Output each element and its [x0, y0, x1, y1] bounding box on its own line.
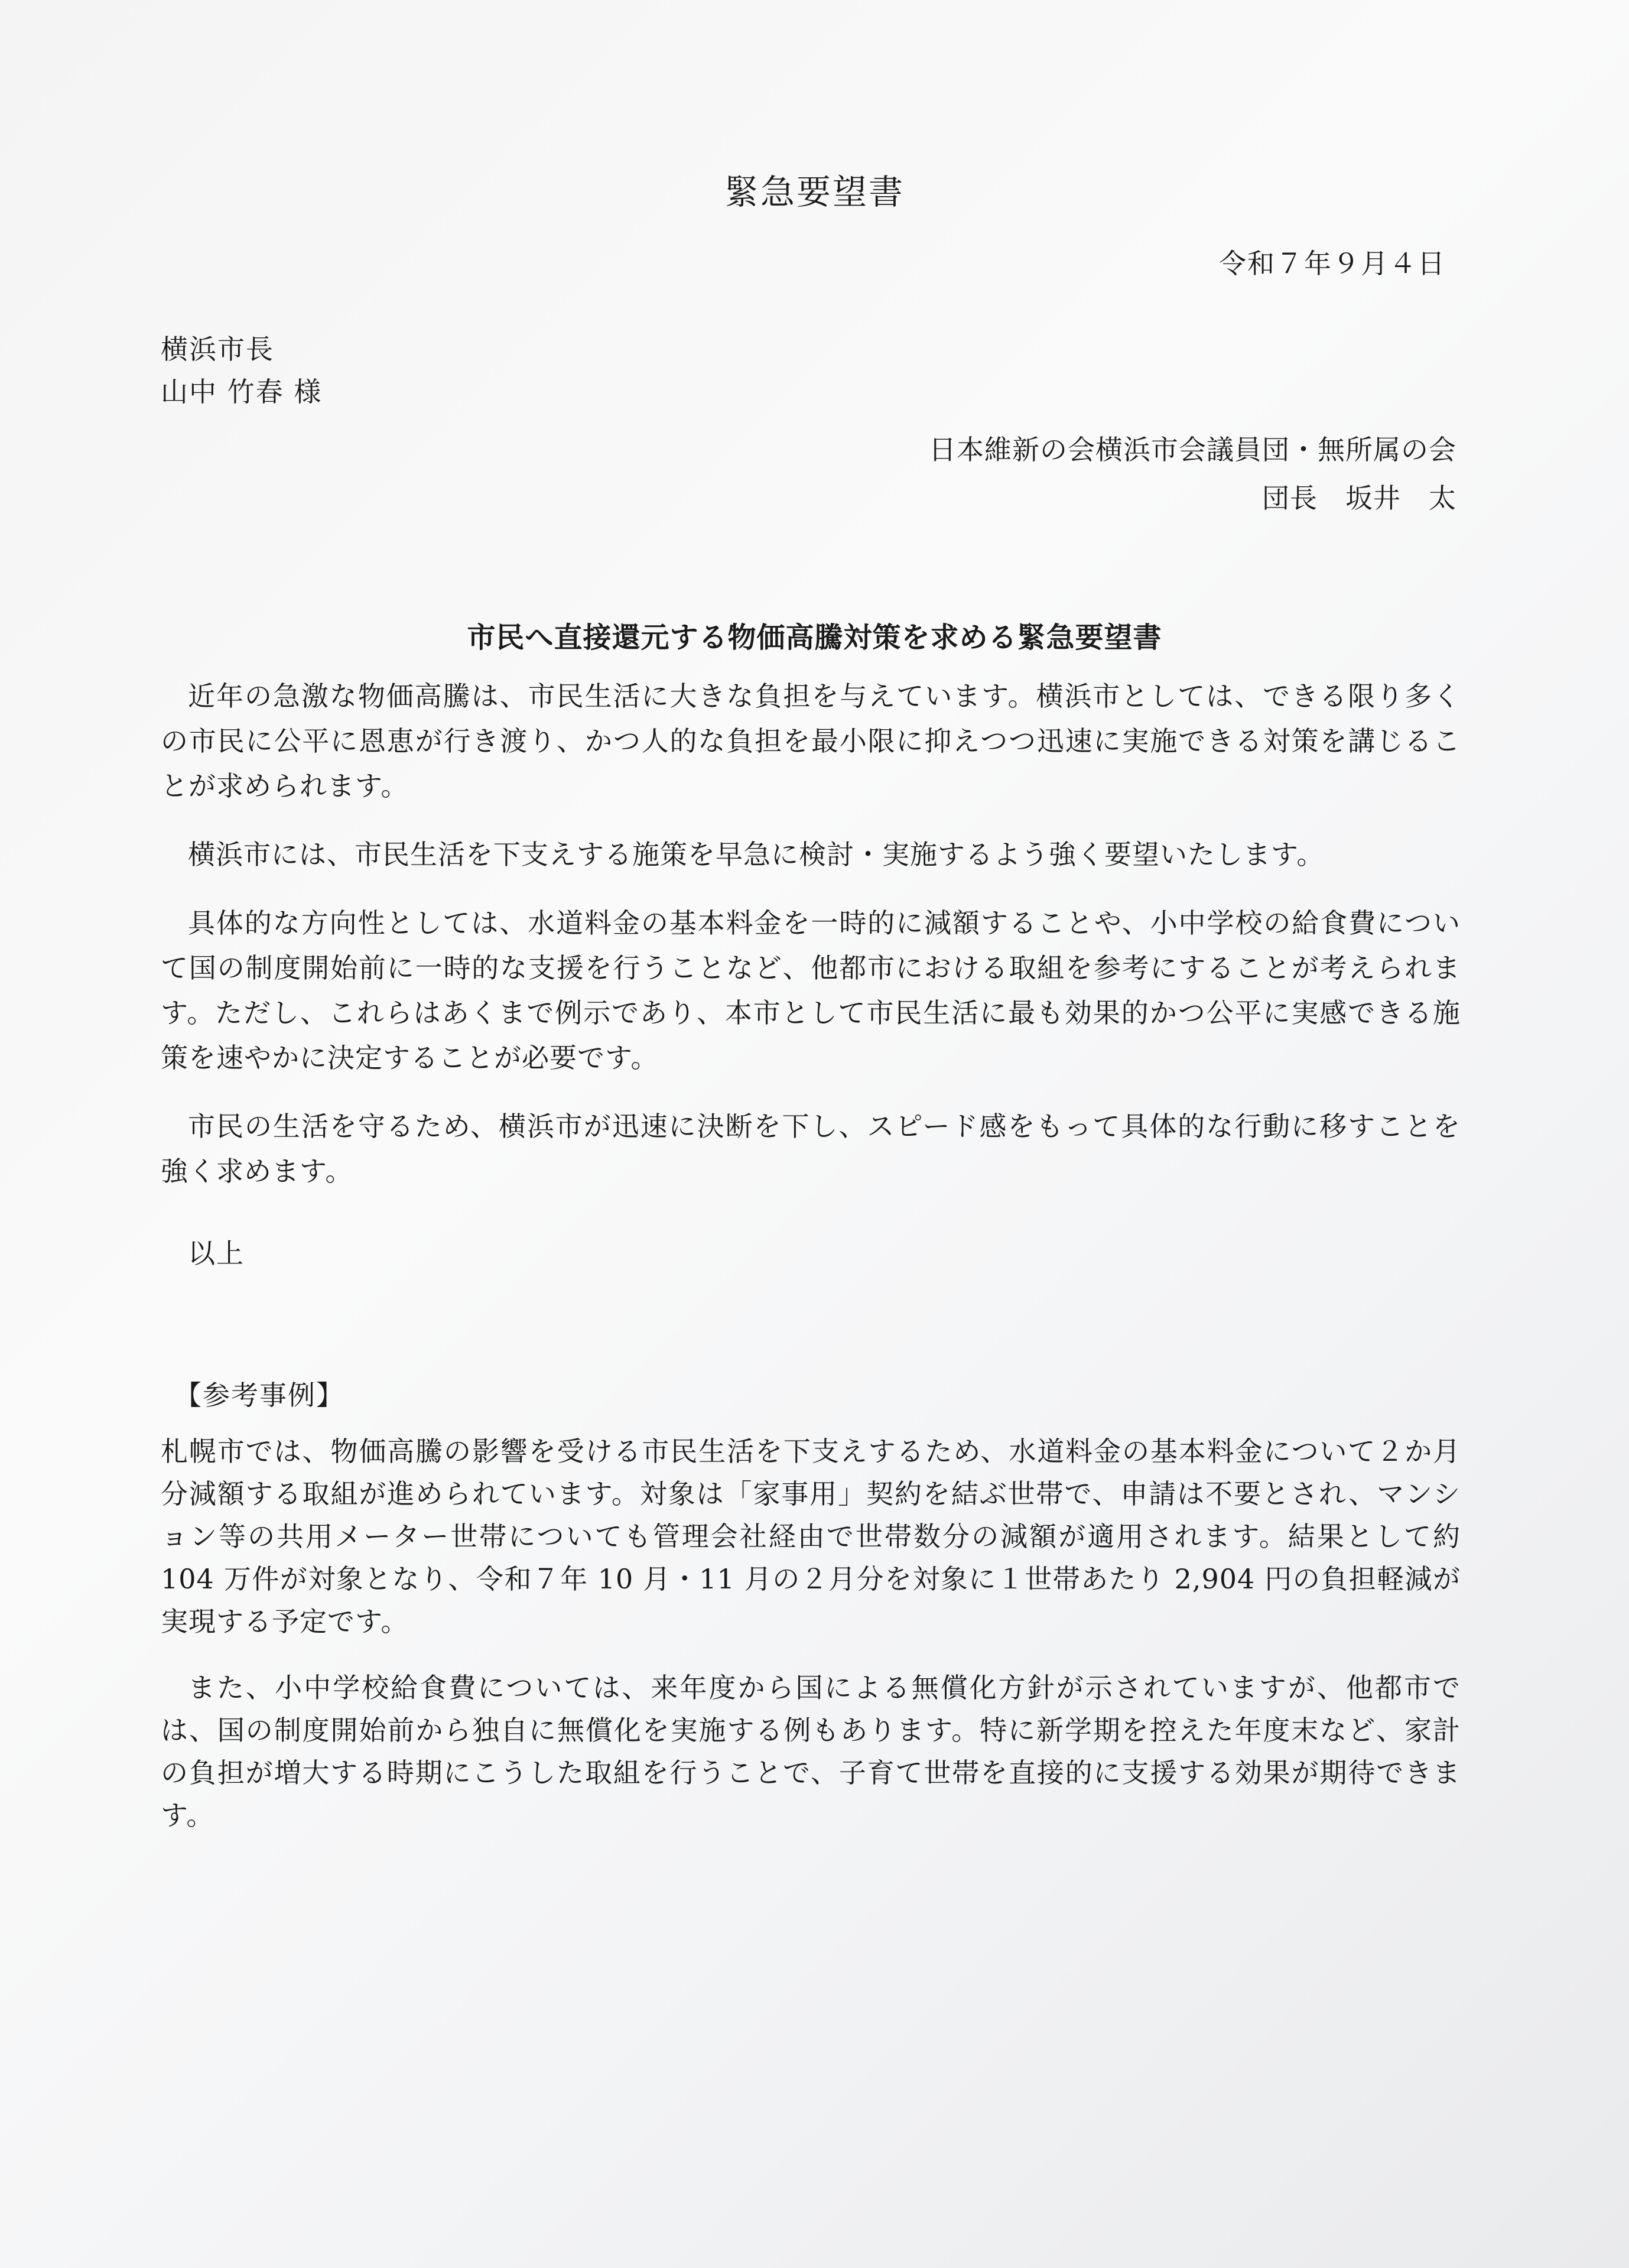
reference-heading: 【参考事例】	[174, 1379, 344, 1411]
reference-paragraph: 札幌市では、物価高騰の影響を受ける市民生活を下支えするため、水道料金の基本料金について２か月分減額する取組が進められています。対象は「家事用」契約を結ぶ世帯で、申請は不要とされ、マンション等の共用メーター世帯についても管理会社経由で世帯数分の減額が適用されます。結果として約 104 万件が対象となり、令和７年 10 月・11 月の２月分を対象に１世帯あたり 2,904 円の負担軽減が実現する予定です。	[161, 1435, 1461, 1637]
addressee-name: 山中 竹春 様	[161, 376, 323, 408]
reference-text	[161, 1430, 1461, 1860]
addressee-org: 横浜市長	[161, 333, 274, 365]
body-paragraph: 具体的な方向性としては、水道料金の基本料金を一時的に減額することや、小中学校の給食費について国の制度開始前に一時的な支援を行うことなど、他都市における取組を参考にすることが考えられます。ただし、これらはあくまで例示であり、本市として市民生活に最も効果的かつ公平に実感できる施策を速やかに決定することが必要です。	[161, 907, 1461, 1074]
sender-leader: 団長 坂井 太	[1262, 482, 1456, 514]
document-subject: 市民へ直接還元する物価高騰対策を求める緊急要望書	[467, 621, 1162, 654]
sender-block	[929, 425, 1456, 522]
body-paragraph: 市民の生活を守るため、横浜市が迅速に決断を下し、スピード感をもって具体的な行動に移すことを強く求めます。	[161, 1110, 1461, 1187]
document-title: 緊急要望書	[724, 172, 905, 212]
body-paragraph: 横浜市には、市民生活を下支えする施策を早急に検討・実施するよう強く要望いたします。	[188, 839, 1325, 870]
document-date: 令和７年９月４日	[1219, 248, 1446, 280]
addressee-block	[161, 328, 322, 413]
body-text	[161, 674, 1461, 1217]
reference-paragraph: また、小中学校給食費については、来年度から国による無償化方針が示されていますが、他都市では、国の制度開始前から独自に無償化を実施する例もあります。特に新学期を控えた年度末など、家計の負担が増大する時期にこうした取組を行うことで、子育て世帯を直接的に支援する効果が期待できます。	[161, 1672, 1461, 1831]
body-paragraph: 近年の急激な物価高騰は、市民生活に大きな負担を与えています。横浜市としては、できる限り多くの市民に公平に恩恵が行き渡り、かつ人的な負担を最小限に抑えつつ迅速に実施できる対策を講じることが求められます。	[161, 680, 1461, 802]
sender-org: 日本維新の会横浜市会議員団・無所属の会	[929, 434, 1456, 466]
closing-word: 以上	[188, 1237, 245, 1269]
